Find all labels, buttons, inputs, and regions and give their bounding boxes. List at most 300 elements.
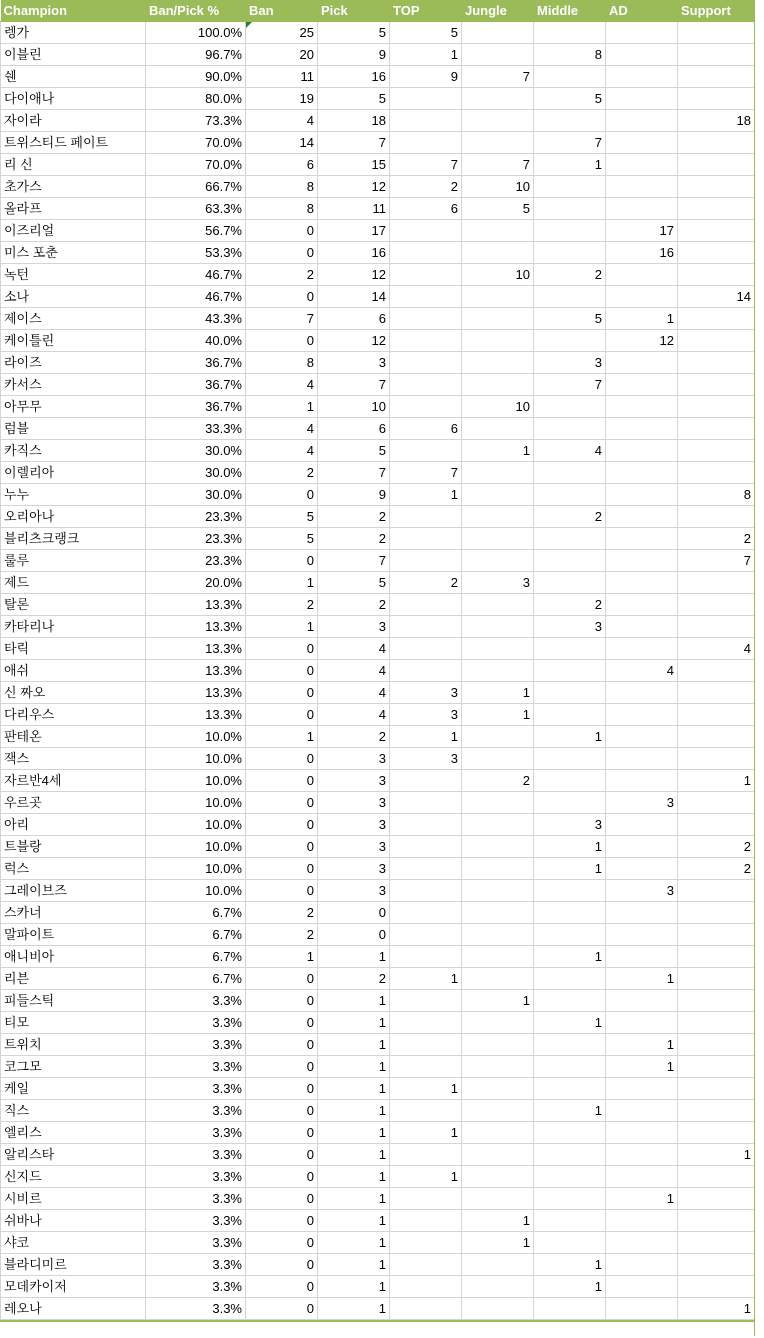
cell-middle[interactable]: 8 xyxy=(534,44,606,66)
cell-champion[interactable]: 카직스 xyxy=(1,440,146,462)
cell-top[interactable] xyxy=(390,352,462,374)
cell-ban-pick-percent[interactable]: 10.0% xyxy=(146,836,246,858)
cell-jungle[interactable]: 7 xyxy=(462,154,534,176)
cell-support[interactable] xyxy=(678,66,755,88)
cell-jungle[interactable] xyxy=(462,814,534,836)
cell-ban[interactable]: 0 xyxy=(246,858,318,880)
cell-ad[interactable] xyxy=(606,286,678,308)
cell-ban-pick-percent[interactable]: 3.3% xyxy=(146,1056,246,1078)
cell-middle[interactable] xyxy=(534,638,606,660)
cell-middle[interactable] xyxy=(534,1166,606,1188)
cell-ban[interactable]: 1 xyxy=(246,572,318,594)
cell-top[interactable] xyxy=(390,836,462,858)
cell-champion[interactable]: 트블랑 xyxy=(1,836,146,858)
cell-ban[interactable]: 0 xyxy=(246,1122,318,1144)
cell-top[interactable] xyxy=(390,132,462,154)
cell-jungle[interactable] xyxy=(462,968,534,990)
cell-support[interactable] xyxy=(678,330,755,352)
cell-ban[interactable]: 14 xyxy=(246,132,318,154)
cell-ad[interactable]: 3 xyxy=(606,792,678,814)
cell-champion[interactable]: 카타리나 xyxy=(1,616,146,638)
cell-ban[interactable]: 1 xyxy=(246,946,318,968)
cell-jungle[interactable] xyxy=(462,1298,534,1320)
cell-ban[interactable]: 0 xyxy=(246,814,318,836)
cell-support[interactable] xyxy=(678,1012,755,1034)
cell-pick[interactable]: 7 xyxy=(318,462,390,484)
cell-ban[interactable]: 4 xyxy=(246,418,318,440)
cell-ban-pick-percent[interactable]: 10.0% xyxy=(146,770,246,792)
cell-pick[interactable]: 7 xyxy=(318,550,390,572)
cell-top[interactable] xyxy=(390,880,462,902)
cell-champion[interactable]: 초가스 xyxy=(1,176,146,198)
cell-ban[interactable]: 0 xyxy=(246,770,318,792)
cell-ban[interactable]: 2 xyxy=(246,462,318,484)
cell-pick[interactable]: 3 xyxy=(318,792,390,814)
cell-ban[interactable]: 4 xyxy=(246,440,318,462)
cell-support[interactable]: 4 xyxy=(678,638,755,660)
cell-support[interactable] xyxy=(678,660,755,682)
cell-support[interactable]: 8 xyxy=(678,484,755,506)
cell-middle[interactable] xyxy=(534,902,606,924)
cell-top[interactable] xyxy=(390,1298,462,1320)
cell-support[interactable]: 18 xyxy=(678,110,755,132)
cell-pick[interactable]: 3 xyxy=(318,814,390,836)
cell-jungle[interactable]: 1 xyxy=(462,440,534,462)
cell-ad[interactable] xyxy=(606,836,678,858)
cell-jungle[interactable] xyxy=(462,836,534,858)
cell-champion[interactable]: 케일 xyxy=(1,1078,146,1100)
cell-support[interactable] xyxy=(678,924,755,946)
cell-middle[interactable] xyxy=(534,220,606,242)
cell-champion[interactable]: 티모 xyxy=(1,1012,146,1034)
cell-pick[interactable]: 1 xyxy=(318,1056,390,1078)
cell-top[interactable]: 1 xyxy=(390,1122,462,1144)
cell-ban-pick-percent[interactable]: 40.0% xyxy=(146,330,246,352)
cell-support[interactable] xyxy=(678,44,755,66)
cell-middle[interactable]: 1 xyxy=(534,154,606,176)
cell-pick[interactable]: 2 xyxy=(318,594,390,616)
cell-pick[interactable]: 14 xyxy=(318,286,390,308)
cell-pick[interactable]: 7 xyxy=(318,132,390,154)
cell-jungle[interactable]: 3 xyxy=(462,572,534,594)
cell-pick[interactable]: 1 xyxy=(318,1210,390,1232)
cell-ban-pick-percent[interactable]: 10.0% xyxy=(146,748,246,770)
cell-ban[interactable]: 0 xyxy=(246,1012,318,1034)
cell-top[interactable] xyxy=(390,1188,462,1210)
cell-top[interactable] xyxy=(390,638,462,660)
cell-ban[interactable]: 0 xyxy=(246,836,318,858)
cell-middle[interactable] xyxy=(534,682,606,704)
column-header-middle[interactable]: Middle xyxy=(534,0,606,22)
cell-ban[interactable]: 0 xyxy=(246,990,318,1012)
cell-middle[interactable] xyxy=(534,484,606,506)
cell-support[interactable] xyxy=(678,1034,755,1056)
cell-ban[interactable]: 4 xyxy=(246,110,318,132)
cell-ad[interactable] xyxy=(606,1210,678,1232)
cell-support[interactable] xyxy=(678,1166,755,1188)
cell-middle[interactable] xyxy=(534,110,606,132)
cell-ad[interactable]: 1 xyxy=(606,1056,678,1078)
cell-ad[interactable] xyxy=(606,264,678,286)
cell-top[interactable]: 1 xyxy=(390,1078,462,1100)
cell-top[interactable]: 3 xyxy=(390,704,462,726)
cell-pick[interactable]: 9 xyxy=(318,44,390,66)
cell-ad[interactable]: 17 xyxy=(606,220,678,242)
cell-middle[interactable] xyxy=(534,572,606,594)
cell-jungle[interactable] xyxy=(462,132,534,154)
cell-ban-pick-percent[interactable]: 3.3% xyxy=(146,1078,246,1100)
cell-ban[interactable]: 0 xyxy=(246,1210,318,1232)
cell-ban-pick-percent[interactable]: 6.7% xyxy=(146,902,246,924)
cell-top[interactable] xyxy=(390,924,462,946)
cell-ad[interactable] xyxy=(606,1078,678,1100)
cell-ad[interactable] xyxy=(606,1166,678,1188)
cell-ad[interactable]: 4 xyxy=(606,660,678,682)
cell-top[interactable] xyxy=(390,1144,462,1166)
cell-champion[interactable]: 럼블 xyxy=(1,418,146,440)
cell-ad[interactable]: 16 xyxy=(606,242,678,264)
cell-ban-pick-percent[interactable]: 3.3% xyxy=(146,1144,246,1166)
cell-middle[interactable]: 7 xyxy=(534,132,606,154)
cell-pick[interactable]: 3 xyxy=(318,748,390,770)
cell-ban-pick-percent[interactable]: 23.3% xyxy=(146,506,246,528)
cell-ad[interactable] xyxy=(606,1298,678,1320)
cell-middle[interactable] xyxy=(534,990,606,1012)
cell-support[interactable] xyxy=(678,748,755,770)
cell-ban-pick-percent[interactable]: 36.7% xyxy=(146,374,246,396)
cell-jungle[interactable]: 1 xyxy=(462,1232,534,1254)
cell-champion[interactable]: 알리스타 xyxy=(1,1144,146,1166)
cell-ban[interactable]: 11 xyxy=(246,66,318,88)
cell-ad[interactable] xyxy=(606,528,678,550)
cell-top[interactable] xyxy=(390,440,462,462)
cell-ban-pick-percent[interactable]: 13.3% xyxy=(146,660,246,682)
cell-top[interactable] xyxy=(390,264,462,286)
cell-middle[interactable] xyxy=(534,924,606,946)
cell-jungle[interactable] xyxy=(462,1078,534,1100)
cell-champion[interactable]: 룰루 xyxy=(1,550,146,572)
cell-ad[interactable] xyxy=(606,1144,678,1166)
cell-top[interactable] xyxy=(390,946,462,968)
cell-jungle[interactable] xyxy=(462,1144,534,1166)
cell-top[interactable] xyxy=(390,594,462,616)
cell-pick[interactable]: 16 xyxy=(318,242,390,264)
cell-ban-pick-percent[interactable]: 96.7% xyxy=(146,44,246,66)
cell-ban-pick-percent[interactable]: 10.0% xyxy=(146,858,246,880)
cell-pick[interactable]: 12 xyxy=(318,330,390,352)
cell-support[interactable] xyxy=(678,242,755,264)
cell-pick[interactable]: 0 xyxy=(318,902,390,924)
cell-jungle[interactable]: 2 xyxy=(462,770,534,792)
cell-jungle[interactable] xyxy=(462,110,534,132)
cell-ban-pick-percent[interactable]: 3.3% xyxy=(146,1232,246,1254)
cell-pick[interactable]: 3 xyxy=(318,616,390,638)
cell-pick[interactable]: 18 xyxy=(318,110,390,132)
cell-middle[interactable] xyxy=(534,1232,606,1254)
cell-champion[interactable]: 이블린 xyxy=(1,44,146,66)
cell-support[interactable] xyxy=(678,704,755,726)
cell-support[interactable] xyxy=(678,792,755,814)
cell-jungle[interactable] xyxy=(462,88,534,110)
cell-pick[interactable]: 2 xyxy=(318,506,390,528)
cell-middle[interactable]: 3 xyxy=(534,352,606,374)
cell-ban[interactable]: 0 xyxy=(246,1276,318,1298)
cell-top[interactable]: 7 xyxy=(390,154,462,176)
cell-ban[interactable]: 0 xyxy=(246,1232,318,1254)
cell-champion[interactable]: 스카너 xyxy=(1,902,146,924)
cell-ban-pick-percent[interactable]: 10.0% xyxy=(146,726,246,748)
cell-support[interactable]: 1 xyxy=(678,1144,755,1166)
cell-support[interactable] xyxy=(678,1254,755,1276)
cell-jungle[interactable] xyxy=(462,330,534,352)
cell-middle[interactable] xyxy=(534,396,606,418)
cell-pick[interactable]: 3 xyxy=(318,858,390,880)
cell-ban-pick-percent[interactable]: 46.7% xyxy=(146,286,246,308)
cell-top[interactable] xyxy=(390,88,462,110)
cell-jungle[interactable] xyxy=(462,858,534,880)
cell-ban[interactable]: 0 xyxy=(246,484,318,506)
cell-support[interactable] xyxy=(678,1122,755,1144)
cell-middle[interactable] xyxy=(534,528,606,550)
cell-ban-pick-percent[interactable]: 13.3% xyxy=(146,594,246,616)
cell-champion[interactable]: 트위치 xyxy=(1,1034,146,1056)
cell-ban[interactable]: 0 xyxy=(246,1056,318,1078)
cell-ad[interactable] xyxy=(606,682,678,704)
cell-champion[interactable]: 소나 xyxy=(1,286,146,308)
cell-pick[interactable]: 16 xyxy=(318,66,390,88)
cell-pick[interactable]: 1 xyxy=(318,946,390,968)
cell-champion[interactable]: 직스 xyxy=(1,1100,146,1122)
cell-champion[interactable]: 판테온 xyxy=(1,726,146,748)
cell-top[interactable] xyxy=(390,374,462,396)
cell-pick[interactable]: 1 xyxy=(318,1298,390,1320)
cell-ban[interactable]: 8 xyxy=(246,198,318,220)
cell-ad[interactable] xyxy=(606,902,678,924)
cell-ban[interactable]: 2 xyxy=(246,924,318,946)
cell-ban-pick-percent[interactable]: 3.3% xyxy=(146,1254,246,1276)
cell-pick[interactable]: 7 xyxy=(318,374,390,396)
cell-ban[interactable]: 2 xyxy=(246,594,318,616)
cell-ban-pick-percent[interactable]: 33.3% xyxy=(146,418,246,440)
cell-ad[interactable]: 1 xyxy=(606,1034,678,1056)
cell-middle[interactable]: 3 xyxy=(534,616,606,638)
cell-ad[interactable] xyxy=(606,66,678,88)
cell-top[interactable]: 6 xyxy=(390,198,462,220)
cell-ad[interactable] xyxy=(606,990,678,1012)
cell-ban[interactable]: 1 xyxy=(246,396,318,418)
cell-jungle[interactable] xyxy=(462,1012,534,1034)
cell-support[interactable] xyxy=(678,1188,755,1210)
cell-ban[interactable]: 2 xyxy=(246,902,318,924)
cell-pick[interactable]: 5 xyxy=(318,572,390,594)
cell-middle[interactable] xyxy=(534,1144,606,1166)
cell-jungle[interactable]: 1 xyxy=(462,682,534,704)
cell-ad[interactable]: 1 xyxy=(606,308,678,330)
cell-champion[interactable]: 다이애나 xyxy=(1,88,146,110)
cell-jungle[interactable] xyxy=(462,638,534,660)
cell-support[interactable] xyxy=(678,1232,755,1254)
cell-ban[interactable]: 8 xyxy=(246,176,318,198)
cell-support[interactable] xyxy=(678,198,755,220)
cell-ban-pick-percent[interactable]: 3.3% xyxy=(146,1166,246,1188)
cell-champion[interactable]: 카서스 xyxy=(1,374,146,396)
cell-champion[interactable]: 제드 xyxy=(1,572,146,594)
cell-middle[interactable]: 3 xyxy=(534,814,606,836)
cell-top[interactable] xyxy=(390,858,462,880)
cell-jungle[interactable] xyxy=(462,1100,534,1122)
cell-champion[interactable]: 미스 포춘 xyxy=(1,242,146,264)
cell-jungle[interactable] xyxy=(462,792,534,814)
cell-middle[interactable] xyxy=(534,770,606,792)
cell-support[interactable] xyxy=(678,946,755,968)
cell-ad[interactable] xyxy=(606,1276,678,1298)
cell-ban[interactable]: 0 xyxy=(246,1188,318,1210)
cell-ban[interactable]: 0 xyxy=(246,1254,318,1276)
cell-ban-pick-percent[interactable]: 100.0% xyxy=(146,22,246,44)
cell-pick[interactable]: 5 xyxy=(318,88,390,110)
column-header-ban[interactable]: Ban xyxy=(246,0,318,22)
cell-ban[interactable]: 0 xyxy=(246,220,318,242)
cell-ban-pick-percent[interactable]: 53.3% xyxy=(146,242,246,264)
cell-ad[interactable] xyxy=(606,110,678,132)
cell-ban-pick-percent[interactable]: 13.3% xyxy=(146,682,246,704)
cell-champion[interactable]: 다리우스 xyxy=(1,704,146,726)
cell-pick[interactable]: 2 xyxy=(318,528,390,550)
cell-ban-pick-percent[interactable]: 23.3% xyxy=(146,550,246,572)
cell-champion[interactable]: 제이스 xyxy=(1,308,146,330)
cell-champion[interactable]: 케이틀린 xyxy=(1,330,146,352)
cell-pick[interactable]: 4 xyxy=(318,704,390,726)
cell-ban-pick-percent[interactable]: 30.0% xyxy=(146,484,246,506)
cell-champion[interactable]: 아리 xyxy=(1,814,146,836)
cell-middle[interactable]: 5 xyxy=(534,308,606,330)
cell-ad[interactable]: 1 xyxy=(606,968,678,990)
cell-pick[interactable]: 9 xyxy=(318,484,390,506)
cell-ban-pick-percent[interactable]: 80.0% xyxy=(146,88,246,110)
cell-jungle[interactable] xyxy=(462,528,534,550)
cell-jungle[interactable] xyxy=(462,902,534,924)
column-header-ban-pick-percent[interactable]: Ban/Pick % xyxy=(146,0,246,22)
cell-champion[interactable]: 럭스 xyxy=(1,858,146,880)
cell-jungle[interactable]: 5 xyxy=(462,198,534,220)
cell-ban-pick-percent[interactable]: 10.0% xyxy=(146,814,246,836)
cell-top[interactable] xyxy=(390,396,462,418)
cell-jungle[interactable]: 10 xyxy=(462,176,534,198)
cell-jungle[interactable] xyxy=(462,1166,534,1188)
cell-ad[interactable] xyxy=(606,770,678,792)
cell-top[interactable] xyxy=(390,528,462,550)
cell-ad[interactable] xyxy=(606,88,678,110)
cell-top[interactable]: 1 xyxy=(390,968,462,990)
cell-middle[interactable]: 1 xyxy=(534,1276,606,1298)
cell-ban[interactable]: 19 xyxy=(246,88,318,110)
cell-champion[interactable]: 타릭 xyxy=(1,638,146,660)
cell-champion[interactable]: 피들스틱 xyxy=(1,990,146,1012)
cell-ad[interactable] xyxy=(606,924,678,946)
cell-middle[interactable]: 2 xyxy=(534,506,606,528)
cell-top[interactable] xyxy=(390,660,462,682)
cell-pick[interactable]: 1 xyxy=(318,1012,390,1034)
cell-ban[interactable]: 0 xyxy=(246,1078,318,1100)
cell-champion[interactable]: 탈론 xyxy=(1,594,146,616)
cell-ban-pick-percent[interactable]: 36.7% xyxy=(146,352,246,374)
cell-middle[interactable]: 2 xyxy=(534,594,606,616)
cell-ban[interactable]: 0 xyxy=(246,1298,318,1320)
cell-ad[interactable] xyxy=(606,594,678,616)
cell-ban[interactable]: 8 xyxy=(246,352,318,374)
cell-top[interactable] xyxy=(390,770,462,792)
cell-middle[interactable]: 1 xyxy=(534,726,606,748)
cell-ban[interactable]: 0 xyxy=(246,748,318,770)
cell-support[interactable] xyxy=(678,726,755,748)
column-header-support[interactable]: Support xyxy=(678,0,755,22)
cell-pick[interactable]: 12 xyxy=(318,264,390,286)
cell-top[interactable] xyxy=(390,220,462,242)
cell-middle[interactable] xyxy=(534,198,606,220)
cell-middle[interactable]: 5 xyxy=(534,88,606,110)
cell-top[interactable] xyxy=(390,1034,462,1056)
cell-jungle[interactable]: 1 xyxy=(462,704,534,726)
cell-middle[interactable] xyxy=(534,242,606,264)
cell-support[interactable] xyxy=(678,990,755,1012)
cell-ban[interactable]: 25 xyxy=(246,22,318,44)
cell-support[interactable] xyxy=(678,374,755,396)
cell-middle[interactable] xyxy=(534,1122,606,1144)
cell-support[interactable] xyxy=(678,682,755,704)
cell-jungle[interactable] xyxy=(462,660,534,682)
cell-ad[interactable] xyxy=(606,638,678,660)
cell-jungle[interactable] xyxy=(462,22,534,44)
cell-middle[interactable] xyxy=(534,462,606,484)
cell-support[interactable] xyxy=(678,968,755,990)
cell-jungle[interactable] xyxy=(462,418,534,440)
cell-middle[interactable] xyxy=(534,286,606,308)
cell-top[interactable]: 3 xyxy=(390,748,462,770)
cell-jungle[interactable]: 10 xyxy=(462,396,534,418)
cell-top[interactable] xyxy=(390,286,462,308)
cell-top[interactable]: 1 xyxy=(390,44,462,66)
cell-top[interactable] xyxy=(390,1276,462,1298)
cell-ban[interactable]: 0 xyxy=(246,242,318,264)
cell-pick[interactable]: 1 xyxy=(318,1100,390,1122)
cell-champion[interactable]: 이렐리아 xyxy=(1,462,146,484)
cell-ban-pick-percent[interactable]: 6.7% xyxy=(146,946,246,968)
cell-support[interactable] xyxy=(678,1100,755,1122)
cell-support[interactable] xyxy=(678,1276,755,1298)
cell-ban-pick-percent[interactable]: 3.3% xyxy=(146,1034,246,1056)
cell-middle[interactable] xyxy=(534,792,606,814)
cell-ad[interactable] xyxy=(606,946,678,968)
cell-ban-pick-percent[interactable]: 23.3% xyxy=(146,528,246,550)
cell-jungle[interactable] xyxy=(462,880,534,902)
cell-champion[interactable]: 아무무 xyxy=(1,396,146,418)
cell-jungle[interactable] xyxy=(462,616,534,638)
cell-jungle[interactable]: 1 xyxy=(462,990,534,1012)
cell-ban-pick-percent[interactable]: 13.3% xyxy=(146,616,246,638)
cell-jungle[interactable]: 7 xyxy=(462,66,534,88)
cell-jungle[interactable] xyxy=(462,506,534,528)
cell-pick[interactable]: 4 xyxy=(318,660,390,682)
cell-pick[interactable]: 6 xyxy=(318,308,390,330)
cell-jungle[interactable] xyxy=(462,1034,534,1056)
cell-middle[interactable]: 4 xyxy=(534,440,606,462)
cell-ban-pick-percent[interactable]: 3.3% xyxy=(146,1298,246,1320)
cell-pick[interactable]: 4 xyxy=(318,638,390,660)
cell-middle[interactable] xyxy=(534,880,606,902)
cell-champion[interactable]: 레오나 xyxy=(1,1298,146,1320)
column-header-top[interactable]: TOP xyxy=(390,0,462,22)
cell-ad[interactable] xyxy=(606,132,678,154)
